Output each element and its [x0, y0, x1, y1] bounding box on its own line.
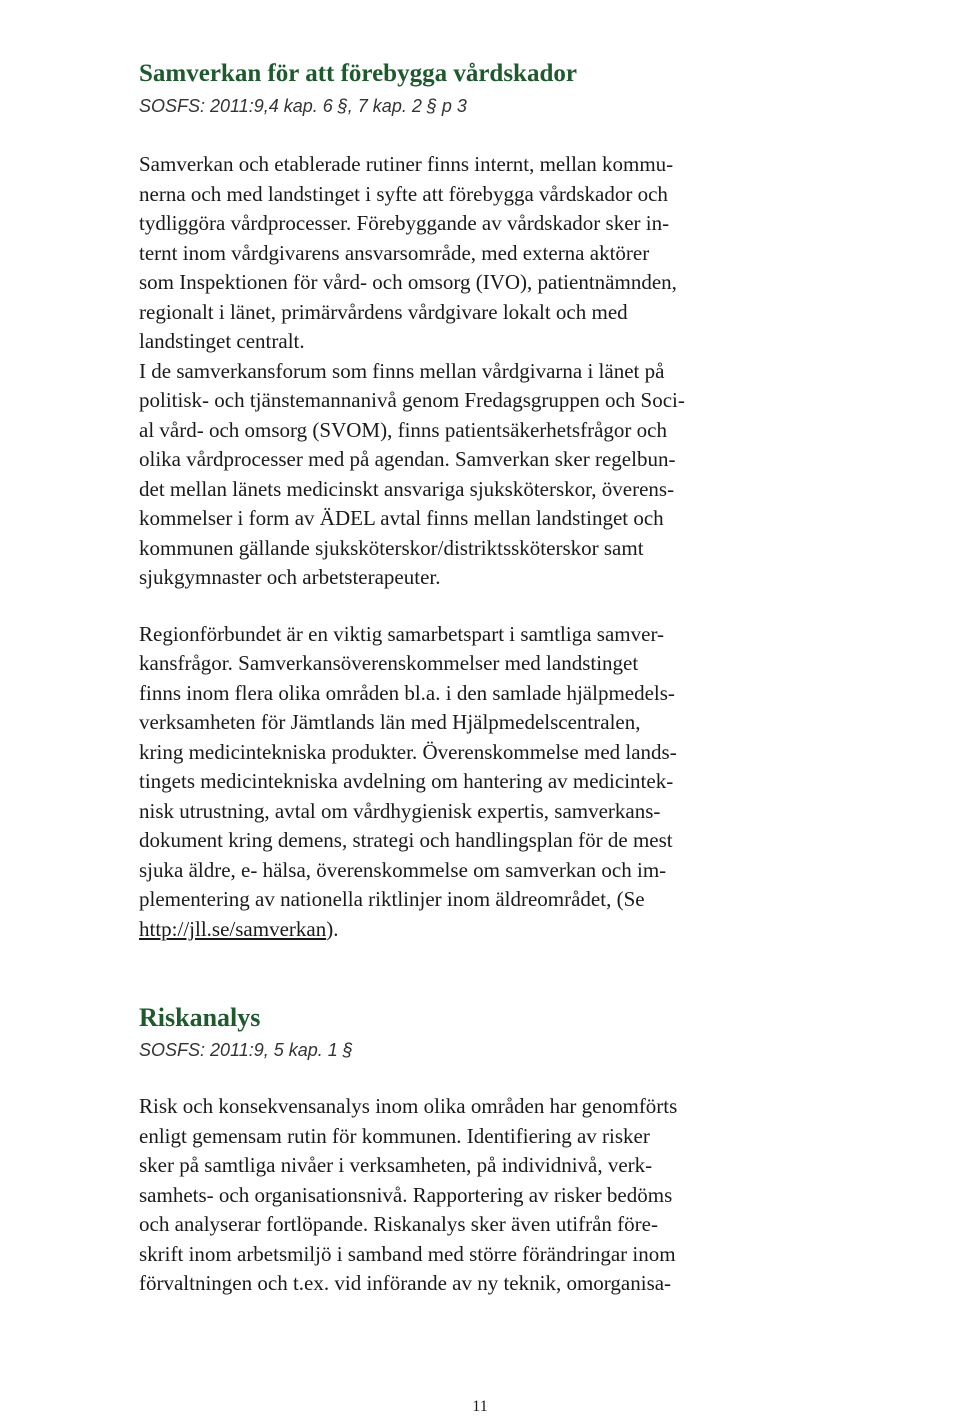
text-line: tydliggöra vårdprocesser. Förebyggande av vårdskador sker in- — [139, 211, 670, 235]
text-line: det mellan länets medicinskt ansvariga sjuksköterskor, överens- — [139, 476, 675, 501]
text-line: Regionförbundet är en viktig samarbetspart i samtliga samver- — [139, 621, 665, 646]
text-line: finns inom flera olika områden bl.a. i den samlade hjälpmedels- — [139, 680, 675, 705]
text-line: som Inspektionen för vård- och omsorg (IVO), patientnämnden, — [139, 270, 677, 294]
text-line: kommelser i form av ÄDEL avtal finns mellan landstinget och — [139, 506, 664, 530]
body-paragraph — [139, 150, 829, 593]
body-paragraph — [139, 620, 829, 945]
page-number: 11 — [472, 1398, 488, 1415]
text-line: sker på samtliga nivåer i verksamheten, på individnivå, verk- — [139, 1153, 653, 1177]
text-line: förvaltningen och t.ex. vid införande av ny teknik, omorganisa- — [139, 1271, 672, 1295]
text-line: kansfrågor. Samverkansöverenskommelser med landstinget — [139, 651, 639, 675]
text-line: nisk utrustning, avtal om vårdhygienisk expertis, samverkans- — [139, 798, 661, 823]
body-paragraph — [139, 1092, 829, 1299]
section-title: Samverkan för att förebygga vårdskador — [139, 60, 577, 87]
text-line: landstinget centralt. — [139, 329, 305, 353]
text-line: kommunen gällande sjuksköterskor/distriktssköterskor samt — [139, 535, 644, 560]
text-line: politisk- och tjänstemannanivå genom Fredagsgruppen och Soci- — [139, 388, 685, 412]
text-line: ternt inom vårdgivarens ansvarsområde, med externa aktörer — [139, 240, 650, 265]
text-line: kring medicintekniska produkter. Överenskommelse med lands- — [139, 739, 677, 764]
regulation-reference: SOSFS: 2011:9,4 kap. 6 §, 7 kap. 2 § p 3 — [139, 96, 467, 116]
text-line: dokument kring demens, strategi och handlingsplan för de mest — [139, 828, 673, 852]
regulation-reference: SOSFS: 2011:9, 5 kap. 1 § — [139, 1040, 353, 1060]
text-line: Risk och konsekvensanalys inom olika områden har genomförts — [139, 1094, 678, 1118]
samverkan-link[interactable]: http://jll.se/samverkan — [139, 916, 327, 941]
text-line: I de samverkansforum som finns mellan vårdgivarna i länet på — [139, 358, 665, 383]
text-line: samhets- och organisationsnivå. Rapportering av risker bedöms — [139, 1182, 673, 1207]
text-line: nerna och med landstinget i syfte att förebygga vårdskador och — [139, 181, 668, 206]
document-page — [139, 56, 829, 1299]
text-line: tingets medicintekniska avdelning om hantering av medicintek- — [139, 769, 674, 793]
text-line: skrift inom arbetsmiljö i samband med större förändringar inom — [139, 1241, 676, 1266]
text-line: al vård- och omsorg (SVOM), finns patientsäkerhetsfrågor och — [139, 417, 667, 442]
text-line: olika vårdprocesser med på agendan. Samverkan sker regelbun- — [139, 447, 676, 471]
link-suffix: ). — [326, 916, 339, 941]
section-title: Riskanalys — [139, 1003, 261, 1032]
text-line: regionalt i länet, primärvårdens vårdgivare lokalt och med — [139, 299, 628, 324]
text-line: plementering av nationella riktlinjer inom äldreområdet, (Se — [139, 887, 645, 911]
text-line: enligt gemensam rutin för kommunen. Identifiering av risker — [139, 1123, 650, 1148]
text-line: sjukgymnaster och arbetsterapeuter. — [139, 565, 441, 589]
text-line — [139, 915, 829, 945]
text-line: verksamheten för Jämtlands län med Hjälpmedelscentralen, — [139, 710, 641, 734]
text-line: Samverkan och etablerade rutiner finns internt, mellan kommu- — [139, 152, 674, 176]
text-line: sjuka äldre, e- hälsa, överenskommelse om samverkan och im- — [139, 857, 667, 882]
text-line: och analyserar fortlöpande. Riskanalys sker även utifrån före- — [139, 1212, 658, 1236]
